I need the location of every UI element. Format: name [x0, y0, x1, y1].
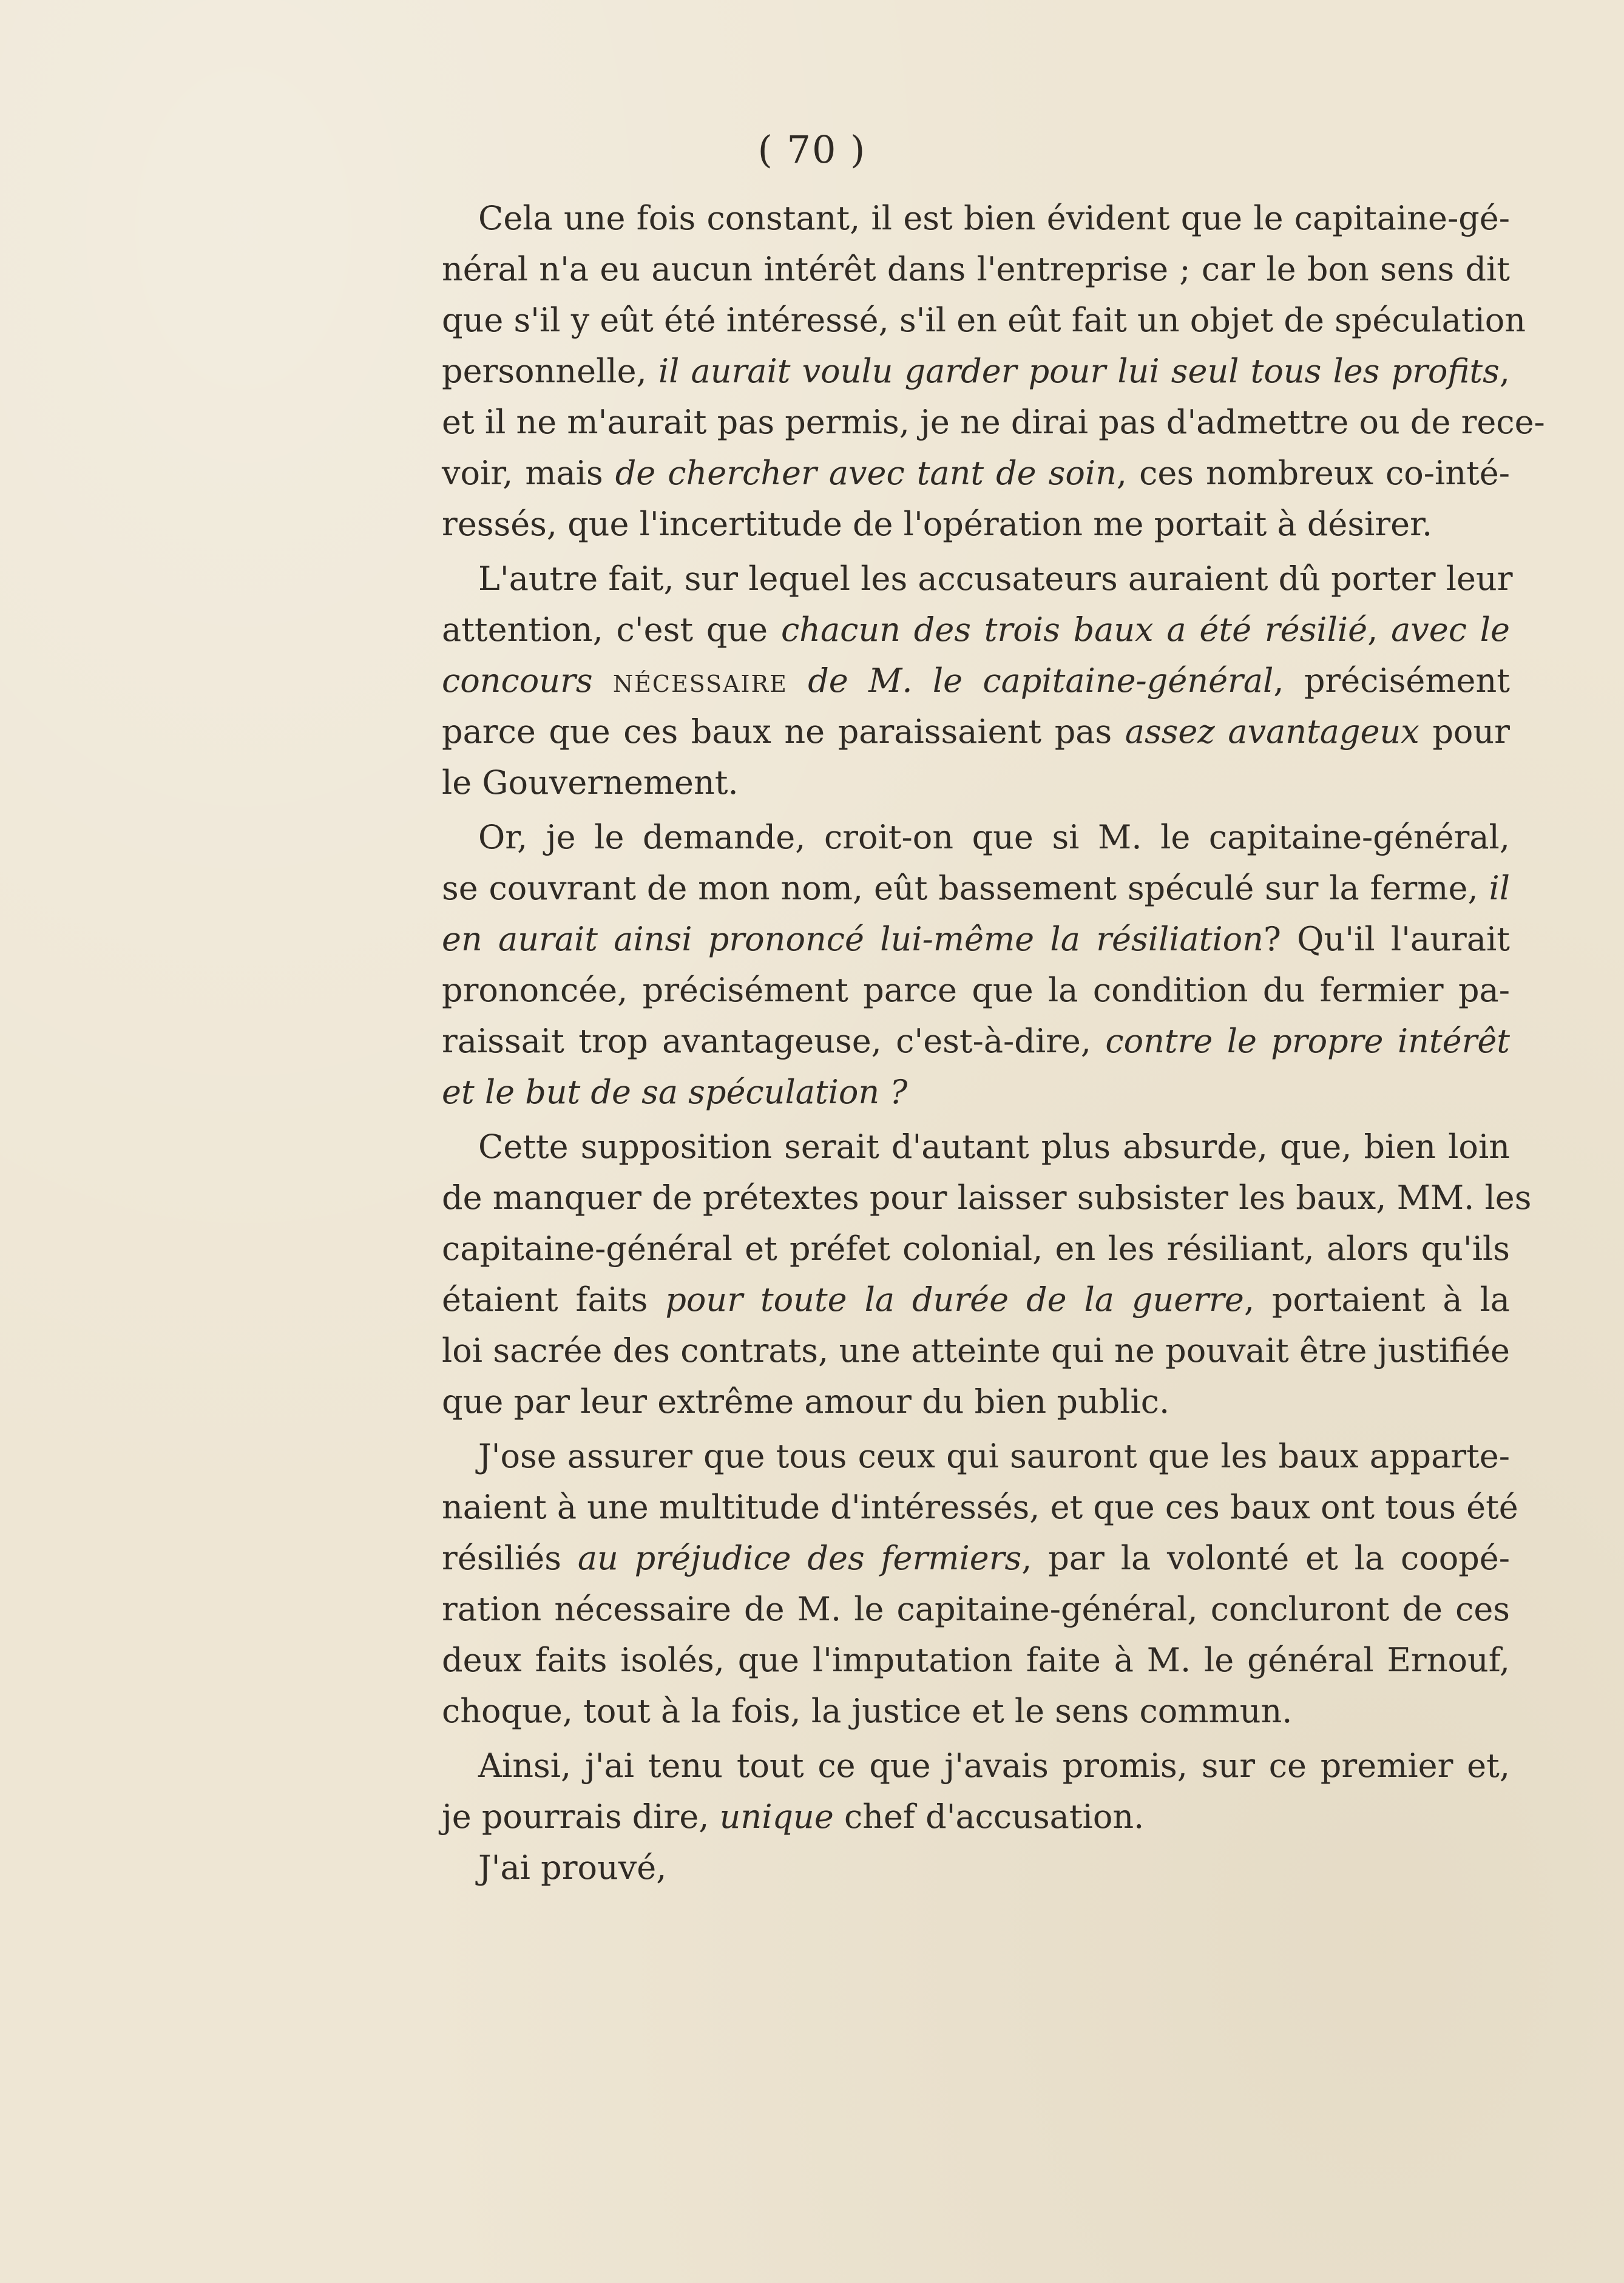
- text-line: le Gouvernement.: [442, 763, 739, 802]
- text-run: se couvrant de mon nom, eût bassement spéculé sur la ferme,: [442, 869, 1489, 907]
- text-line: [442, 655, 1510, 706]
- text-run: , précisément: [1273, 661, 1510, 700]
- text-line: Cela une fois constant, il est bien évident que le capitaine-gé-: [478, 199, 1510, 237]
- text-run: résiliés: [442, 1539, 578, 1577]
- text-line: [442, 1016, 1510, 1067]
- italic-run: en aurait ainsi prononcé lui-même la résiliation: [442, 920, 1264, 958]
- text-run: étaient faits: [442, 1280, 666, 1319]
- text-line: prononcée, précisément parce que la condition du fermier pa-: [442, 971, 1510, 1009]
- text-run: voir, mais: [442, 454, 615, 492]
- text-line: loi sacrée des contrats, une atteinte qui ne pouvait être justifiée: [442, 1331, 1510, 1370]
- paragraph: [442, 812, 1510, 1118]
- text-line: capitaine-général et préfet colonial, en les résiliant, alors qu'ils: [442, 1229, 1510, 1268]
- text-line: J'ai prouvé,: [478, 1848, 667, 1887]
- text-line: [442, 448, 1510, 499]
- text-line: [442, 604, 1510, 655]
- text-run: , par la volonté et la coopé-: [1021, 1539, 1510, 1577]
- text-line: de manquer de prétextes pour laisser subsister les baux, MM. les: [442, 1179, 1532, 1217]
- text-line: Ainsi, j'ai tenu tout ce que j'avais promis, sur ce premier et,: [478, 1747, 1510, 1785]
- italic-run: de chercher avec tant de soin: [615, 454, 1117, 492]
- italic-run: chacun des trois baux a été résilié: [780, 610, 1368, 649]
- italic-run: unique: [719, 1798, 834, 1836]
- paragraph: [442, 1842, 1510, 1893]
- text-line: que par leur extrême amour du bien public.: [442, 1382, 1170, 1421]
- smallcaps-run: nécessaire: [612, 661, 788, 700]
- text-line: choque, tout à la fois, la justice et le sens commun.: [442, 1692, 1293, 1730]
- text-line: [442, 914, 1510, 965]
- text-line: L'autre fait, sur lequel les accusateurs auraient dû porter leur: [478, 560, 1513, 598]
- text-run: chef d'accusation.: [833, 1798, 1145, 1836]
- text-line: [442, 346, 1510, 397]
- italic-run: pour toute la durée de la guerre: [665, 1280, 1244, 1319]
- italic-run: contre le propre intérêt: [1105, 1022, 1510, 1060]
- page-number: ( 70 ): [757, 127, 867, 172]
- text-line: et il ne m'aurait pas permis, je ne dirai pas d'admettre ou de rece-: [442, 403, 1545, 441]
- italic-run: concours: [442, 661, 613, 700]
- text-line: [442, 863, 1510, 914]
- body-text: [442, 193, 1545, 1893]
- text-run: , portaient à la: [1243, 1280, 1510, 1319]
- text-run: raissait trop avantageuse, c'est-à-dire,: [442, 1022, 1106, 1060]
- paragraph: [442, 193, 1545, 550]
- text-run: parce que ces baux ne paraissaient pas: [442, 712, 1125, 751]
- text-run: je pourrais dire,: [442, 1798, 720, 1836]
- italic-run: il aurait voulu garder pour lui seul tous les profits: [658, 352, 1500, 390]
- text-line: [442, 706, 1510, 757]
- paragraph: [442, 553, 1513, 808]
- text-line: deux faits isolés, que l'imputation faite à M. le général Ernouf,: [442, 1641, 1510, 1679]
- text-line: Or, je le demande, croit-on que si M. le capitaine-général,: [478, 818, 1510, 856]
- italic-run: et le but de sa spéculation ?: [442, 1073, 908, 1111]
- text-line: naient à une multitude d'intéressés, et que ces baux ont tous été: [442, 1488, 1518, 1526]
- text-line: J'ose assurer que tous ceux qui sauront que les baux apparte-: [478, 1437, 1510, 1475]
- text-run: attention, c'est que: [442, 610, 781, 649]
- text-line: que s'il y eût été intéressé, s'il en eût fait un objet de spéculation: [442, 301, 1526, 339]
- text-line: ration nécessaire de M. le capitaine-général, concluront de ces: [442, 1590, 1510, 1628]
- paragraph: [442, 1121, 1532, 1427]
- text-line: néral n'a eu aucun intérêt dans l'entreprise ; car le bon sens dit: [442, 250, 1510, 288]
- text-run: pour: [1419, 712, 1510, 751]
- text-line: Cette supposition serait d'autant plus absurde, que, bien loin: [478, 1128, 1510, 1166]
- text-line: [442, 1791, 1510, 1842]
- text-line: [442, 1533, 1510, 1584]
- text-run: ,: [1367, 610, 1392, 649]
- italic-run: il: [1489, 869, 1510, 907]
- text-run: ? Qu'il l'aurait: [1263, 920, 1510, 958]
- italic-run: avec le: [1391, 610, 1510, 649]
- italic-run: de M. le capitaine-général: [787, 661, 1274, 700]
- italic-run: assez avantageux: [1125, 712, 1419, 751]
- text-run: ,: [1499, 352, 1510, 390]
- text-line: [442, 1274, 1510, 1325]
- paragraph: [442, 1431, 1518, 1737]
- text-line: [442, 1067, 1510, 1118]
- italic-run: au préjudice des fermiers: [577, 1539, 1022, 1577]
- text-run: , ces nombreux co-inté-: [1116, 454, 1510, 492]
- paragraph: [442, 1740, 1510, 1842]
- text-run: personnelle,: [442, 352, 658, 390]
- text-line: ressés, que l'incertitude de l'opération me portait à désirer.: [442, 505, 1433, 543]
